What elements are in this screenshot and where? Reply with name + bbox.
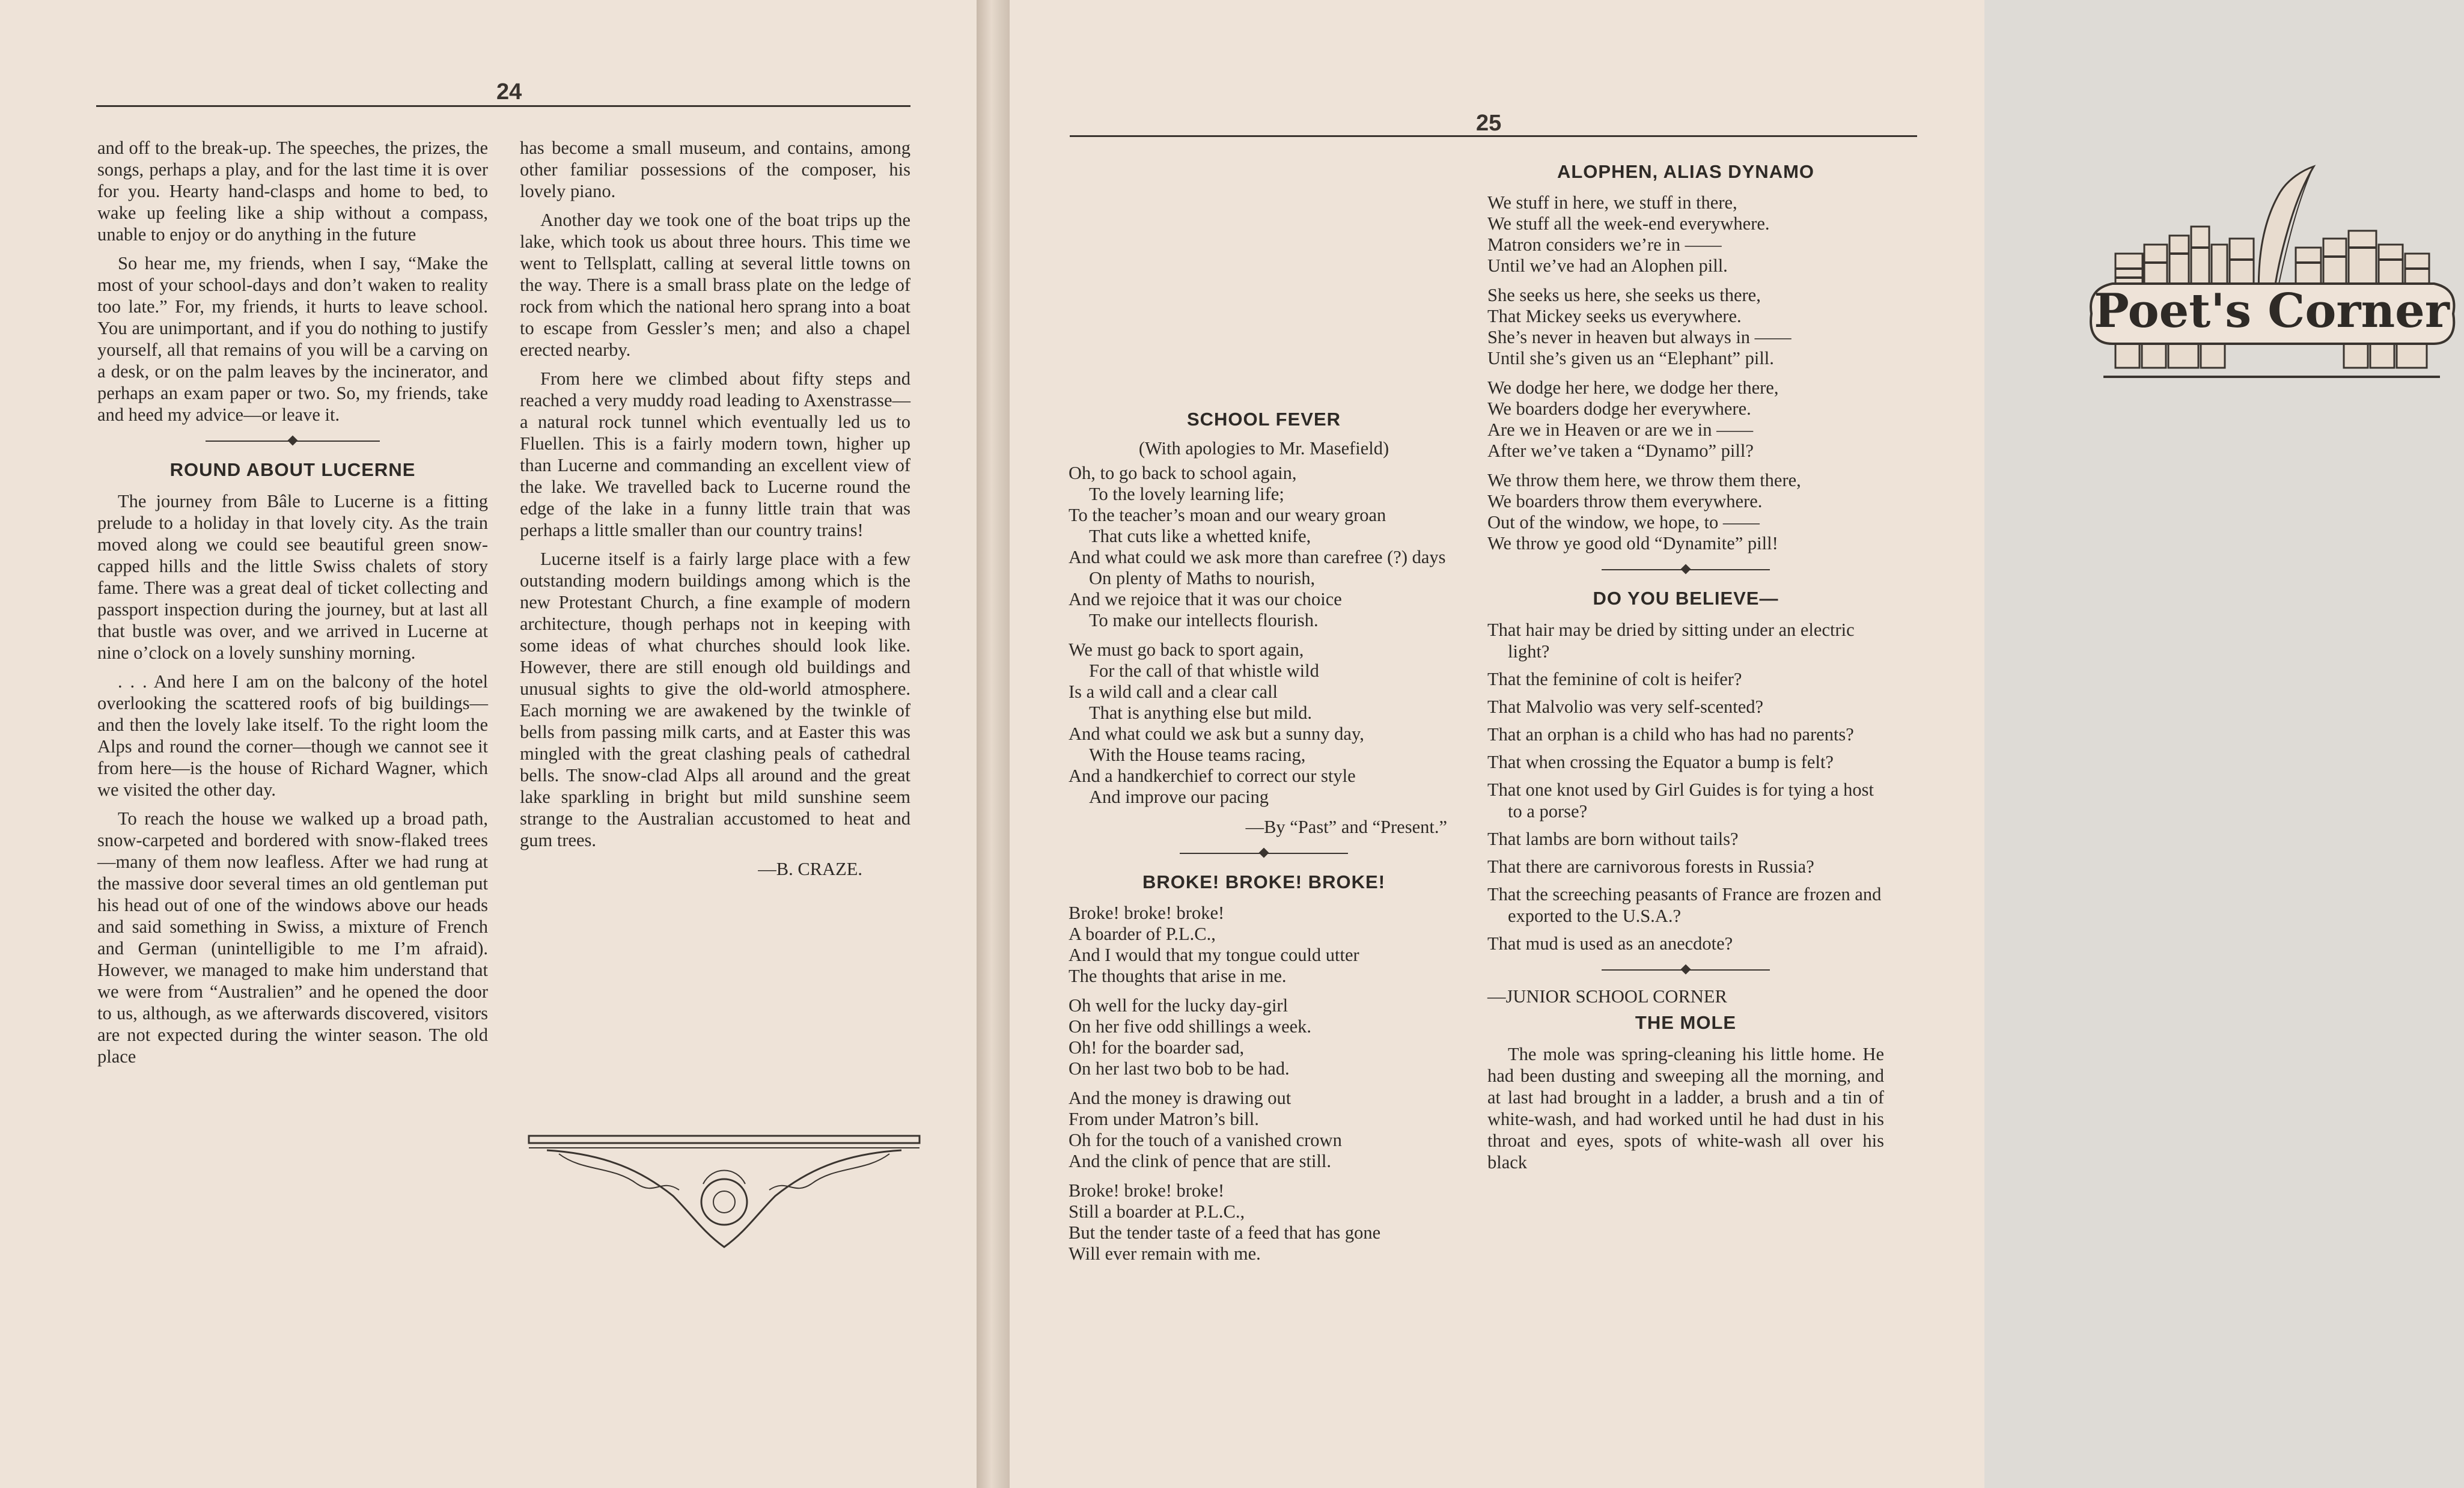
poem-title: BROKE! BROKE! BROKE! [1142, 871, 1386, 892]
right-column-1 [1069, 404, 1459, 1273]
list-item: That the feminine of colt is heifer? [1487, 669, 1742, 689]
poem-line: For the call of that whistle wild [1089, 660, 1319, 681]
author-signature: —B. CRAZE. [758, 859, 862, 879]
section-heading: —JUNIOR SCHOOL CORNER [1487, 986, 1727, 1007]
poem-line: The thoughts that arise in me. [1069, 966, 1287, 986]
paragraph: To reach the house we walked up a broad path, snow-carpeted and bordered with snow-flaked trees—many of them now leafless. After we had rung at the massive door several times an old gentleman put his head out of one of the windows above our heads and said something in Swiss, a mixture of French and German (unintelligible to me I’m afraid). However, we managed to make him understand that we were from “Australien” and he opened the door to us, although, as we afterwards discovered, visitors are not expected during the winter season. The old place [97, 808, 488, 1067]
paragraph: From here we climbed about fifty steps and reached a very muddy road leading to Axenstrasse—a natural rock tunnel which eventually led us to Fluellen. This is a fairly modern town, higher up than Lucerne and commanding an excellent view of the lake. We travelled back to Lucerne round the edge of the lake in a funny little train that was perhaps a little smaller than our country trains! [520, 368, 910, 540]
poem-title: ALOPHEN, ALIAS DYNAMO [1557, 161, 1815, 182]
poem-stanza [1069, 1180, 1459, 1264]
poem-line: And the clink of pence that are still. [1069, 1151, 1332, 1171]
poem-line: Out of the window, we hope, to —— [1487, 512, 1760, 532]
poem-line: And we rejoice that it was our choice [1069, 589, 1342, 609]
poem-line: Broke! broke! broke! [1069, 1180, 1225, 1201]
poem-line: Oh for the touch of a vanished crown [1069, 1130, 1342, 1150]
header-rule [96, 105, 910, 107]
poem-line: Until she’s given us an “Elephant” pill. [1487, 348, 1774, 368]
poem-line: We boarders dodge her everywhere. [1487, 398, 1751, 419]
section-divider [1180, 846, 1348, 861]
broke-poem [1069, 903, 1459, 1264]
poem-stanza [1069, 1088, 1459, 1172]
poem-line: Until we’ve had an Alophen pill. [1487, 255, 1728, 276]
poem-line: We must go back to sport again, [1069, 639, 1304, 660]
paragraph: The journey from Bâle to Lucerne is a fitting prelude to a holiday in that lovely city. As the train moved along we could see beautiful green snow-capped hills and the little Swiss chalets of story fame. There was a great deal of ticket collecting and passport inspection during the journey, but at last all that bustle was over, and we arrived in Lucerne at nine o’clock on a lovely sunshiny morning. [97, 491, 488, 663]
poem-line: Oh well for the lucky day-girl [1069, 995, 1288, 1016]
decorative-bracket-ornament [523, 1130, 926, 1250]
banner-text: Poet's Corner [2094, 284, 2450, 338]
left-page [0, 0, 979, 1488]
poem-stanza [1069, 639, 1459, 808]
poem-line: That cuts like a whetted knife, [1089, 526, 1311, 546]
list-item: That hair may be dried by sitting under an electric light? [1487, 620, 1855, 662]
poem-line: We dodge her here, we dodge her there, [1487, 377, 1779, 398]
poem-line: From under Matron’s bill. [1069, 1109, 1259, 1129]
paragraph: has become a small museum, and contains, among other familiar possessions of the composer, his lovely piano. [520, 138, 910, 201]
section-divider [1602, 563, 1770, 577]
poem-line: Still a boarder at P.L.C., [1069, 1201, 1245, 1222]
list-item: That when crossing the Equator a bump is felt? [1487, 752, 1834, 772]
poem-line: We stuff in here, we stuff in there, [1487, 192, 1737, 213]
poem-line: We throw ye good old “Dynamite” pill! [1487, 533, 1778, 553]
believe-list [1487, 619, 1884, 954]
poem-line: That is anything else but mild. [1089, 703, 1313, 723]
poem-stanza [1487, 377, 1884, 462]
section-divider [206, 434, 380, 448]
poem-line: A boarder of P.L.C., [1069, 924, 1216, 944]
poem-line: That Mickey seeks us everywhere. [1487, 306, 1742, 326]
story-title: THE MOLE [1635, 1012, 1737, 1033]
poem-stanza [1069, 903, 1459, 987]
poem-line: And improve our pacing [1089, 787, 1269, 807]
paragraph: So hear me, my friends, when I say, “Make the most of your school-days and don’t waken to reality too late.” For, my friends, it hurts to leave school. You are unimportant, and if you do nothing to justify yourself, all that remains of you will be a carving on a desk, or on the palm leaves by the incinerator, and perhaps an exam paper or two. So, my friends, take and heed my advice—or leave it. [97, 253, 488, 425]
poem-title: SCHOOL FEVER [1186, 409, 1341, 430]
list-item: That one knot used by Girl Guides is for tying a host to a porse? [1487, 779, 1874, 822]
poem-stanza [1487, 192, 1884, 276]
list-item: That the screeching peasants of France are frozen and exported to the U.S.A.? [1487, 884, 1882, 926]
poem-subtitle: (With apologies to Mr. Masefield) [1138, 438, 1389, 459]
section-title: DO YOU BELIEVE— [1593, 588, 1779, 609]
poem-line: On plenty of Maths to nourish, [1089, 568, 1316, 588]
left-column-2 [520, 137, 910, 887]
list-item: That lambs are born without tails? [1487, 829, 1739, 849]
poem-line: She seeks us here, she seeks us there, [1487, 285, 1761, 305]
page-number: 25 [1476, 111, 1502, 136]
poem-stanza [1069, 995, 1459, 1079]
poem-stanza [1487, 470, 1884, 554]
poem-line: And what could we ask more than carefree (?) days [1069, 547, 1446, 567]
poem-line: And the money is drawing out [1069, 1088, 1291, 1108]
poets-corner-banner [2079, 163, 2464, 398]
article-title: ROUND ABOUT LUCERNE [169, 459, 416, 480]
poem-line: To make our intellects flourish. [1089, 610, 1319, 630]
book-gutter [977, 0, 1010, 1488]
poem-line: Are we in Heaven or are we in —— [1487, 419, 1754, 440]
poem-line: And I would that my tongue could utter [1069, 945, 1359, 965]
section-divider [1602, 963, 1770, 977]
poem-line: To the lovely learning life; [1089, 484, 1284, 504]
poem-stanza [1069, 463, 1459, 631]
poem-line: On her five odd shillings a week. [1069, 1016, 1312, 1037]
list-item: That there are carnivorous forests in Russia? [1487, 856, 1814, 877]
poem-line: To the teacher’s moan and our weary groan [1069, 505, 1386, 525]
left-column-1 [97, 137, 488, 1075]
poem-line: We boarders throw them everywhere. [1487, 491, 1763, 511]
poem-line: Oh, to go back to school again, [1069, 463, 1297, 483]
poem-line: On her last two bob to be had. [1069, 1058, 1290, 1079]
poem-line: And a handkerchief to correct our style [1069, 766, 1356, 786]
alophen-poem [1487, 192, 1884, 554]
list-item: That an orphan is a child who has had no parents? [1487, 724, 1854, 745]
poem-line: Oh! for the boarder sad, [1069, 1037, 1245, 1058]
school-fever-poem [1069, 463, 1459, 808]
poem-stanza [1487, 285, 1884, 369]
page-number: 24 [496, 79, 522, 105]
poem-line: Will ever remain with me. [1069, 1243, 1261, 1264]
poem-line: We throw them here, we throw them there, [1487, 470, 1801, 490]
poem-line: Matron considers we’re in —— [1487, 234, 1722, 255]
paragraph: The mole was spring-cleaning his little home. He had been dusting and sweeping all the morning, and at last had brought in a ladder, a brush and a tin of white-wash, and had worked until he had dust in his throat and eyes, spots of white-wash all over his black [1487, 1044, 1884, 1172]
paragraph: Lucerne itself is a fairly large place with a few outstanding modern buildings among which is the new Protestant Church, a fine example of modern architecture, though perhaps not in keeping with some ideas of what churches should look like. However, there are still enough old buildings and unusual sights to give the old-world atmosphere. Each morning we are awakened by the twinkle of bells from passing milk carts, and at Easter this was mingled with the great clashing peals of cathedral bells. The snow-clad Alps all around and the great lake sparkling in bright but mild sunshine seem strange to the Australian accustomed to heat and gum trees. [520, 549, 910, 850]
poem-line: But the tender taste of a feed that has gone [1069, 1222, 1381, 1243]
right-page [1010, 0, 2450, 1488]
poem-line: She’s never in heaven but always in —— [1487, 327, 1792, 347]
poem-line: With the House teams racing, [1089, 745, 1306, 765]
list-item: That Malvolio was very self-scented? [1487, 697, 1764, 717]
poem-line: And what could we ask but a sunny day, [1069, 724, 1364, 744]
poem-line: Broke! broke! broke! [1069, 903, 1225, 923]
paragraph: Another day we took one of the boat trips up the lake, which took us about three hours. This time we went to Tellsplatt, calling at several little towns on the way. There is a small brass plate on the ledge of rock from which the national hero sprang into a boat to escape from Gessler’s men; and also a chapel erected nearby. [520, 210, 910, 360]
right-column-2 [1487, 161, 1884, 1180]
list-item: That mud is used as an anecdote? [1487, 933, 1733, 954]
poem-signature: —By “Past” and “Present.” [1245, 817, 1447, 837]
poem-line: We stuff all the week-end everywhere. [1487, 213, 1770, 234]
poem-line: After we’ve taken a “Dynamo” pill? [1487, 441, 1754, 461]
paragraph: . . . And here I am on the balcony of the hotel overlooking the scattered roofs of big buildings—and then the lovely lake itself. To the right loom the Alps and round the corner—though we cannot see it from here—is the house of Richard Wagner, which we visited the other day. [97, 671, 488, 800]
paragraph: and off to the break-up. The speeches, the prizes, the songs, perhaps a play, and for the last time it is over for you. Hearty hand-clasps and home to bed, to wake up feeling like a ship without a compass, unable to enjoy or do anything in the future [97, 138, 488, 245]
poem-line: Is a wild call and a clear call [1069, 681, 1278, 702]
